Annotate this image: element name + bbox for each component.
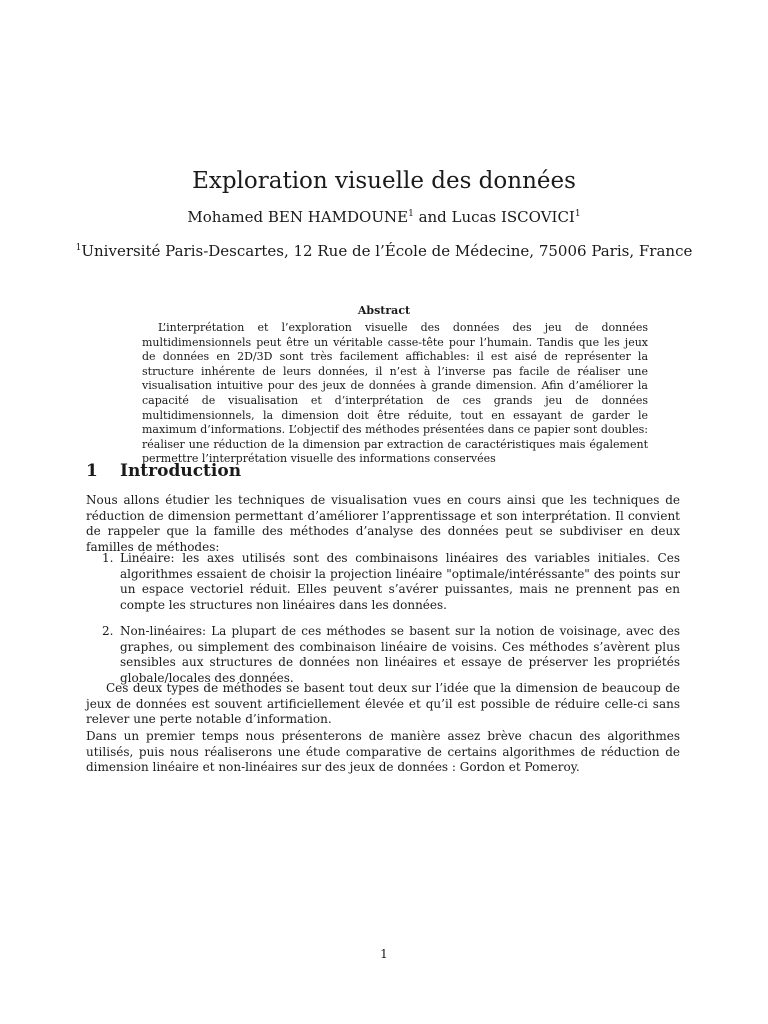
list-item	[86, 551, 680, 613]
author-line	[0, 207, 768, 227]
body-paragraph: Dans un premier temps nous présenterons de manière assez brève chacun des algorithmes utilisés, puis nous réaliserons une étude comparative de certains algorithmes de réduction de dimension linéaire et non-linéaires sur des jeux de données : Gordon et Pomeroy.	[86, 729, 680, 775]
abstract-heading: Abstract	[357, 304, 411, 317]
method-list	[86, 551, 680, 613]
intro-paragraph: Nous allons étudier les techniques de visualisation vues en cours ainsi que les techniques de réduction de dimension permettant d’améliorer l’apprentissage et son interprétation. Il convient de rappeler que la famille des méthodes d’analyse des données peut se subdiviser en deux familles de méthodes:	[86, 493, 680, 554]
list-item-text: Non-linéaires: La plupart de ces méthodes se basent sur la notion de voisinage, avec des graphes, ou simplement des combinaison linéaire de voisins. Ces méthodes s’avèrent plus sensibles aux structures de données non linéaires et essaye de préserver les propriétés globale/locales des données.	[120, 624, 680, 685]
list-item-text: Linéaire: les axes utilisés sont des combinaisons linéaires des variables initiales. Ces algorithmes essaient de choisir la projection linéaire "optimale/intéréssante" des points sur un espace vectoriel réduit. Elles peuvent s’avérer puissantes, mais ne prennent pas en compte les structures non linéaires dans les données.	[120, 551, 680, 612]
list-marker: 2.	[102, 624, 114, 638]
author-name: Lucas ISCOVICI	[451, 208, 575, 226]
section-heading	[86, 460, 241, 482]
page-number: 1	[380, 947, 388, 961]
affiliation-text: Université Paris-Descartes, 12 Rue de l’École de Médecine, 75006 Paris, France	[81, 242, 693, 260]
abstract-text: L’interprétation et l’exploration visuelle des données des jeu de données multidimensionnels peut être un véritable casse-tête pour l’humain. Tandis que les jeux de données en 2D/3D sont très facilement affichables: il est aisé de représenter la structure inhérente de leurs données, il n’est à l’inverse pas facile de réaliser une visualisation intuitive pour des jeux de données à grande dimension. Afin d’améliorer la capacité de visualisation et d’interprétation de ces grands jeu de données multidimensionnels, la dimension doit être réduite, tout en essayant de garder le maximum d’informations. L’objectif des méthodes présentées dans ce papier sont doubles: réaliser une réduction de la dimension par extraction de caractéristiques mais également permettre l’interprétation visuelle des informations conservées	[142, 321, 648, 466]
author-name: Mohamed BEN HAMDOUNE	[187, 208, 409, 226]
section-title: Introduction	[120, 461, 242, 481]
paper-title: Exploration visuelle des données	[192, 168, 576, 194]
body-paragraph: Ces deux types de méthodes se basent tout deux sur l’idée que la dimension de beaucoup de jeux de données est souvent artificiellement élevée et qu’il est possible de réduire celle-ci sans relever une perte notable d’information.	[86, 681, 680, 727]
author-connector: and	[413, 208, 452, 226]
section-number: 1	[86, 461, 98, 481]
affiliation-marker: 1	[75, 243, 82, 253]
list-item	[86, 624, 680, 686]
affiliation-line	[0, 241, 768, 261]
affiliation-marker: 1	[408, 209, 414, 219]
list-marker: 1.	[102, 551, 114, 565]
method-list	[86, 624, 680, 686]
affiliation-marker: 1	[574, 209, 581, 219]
